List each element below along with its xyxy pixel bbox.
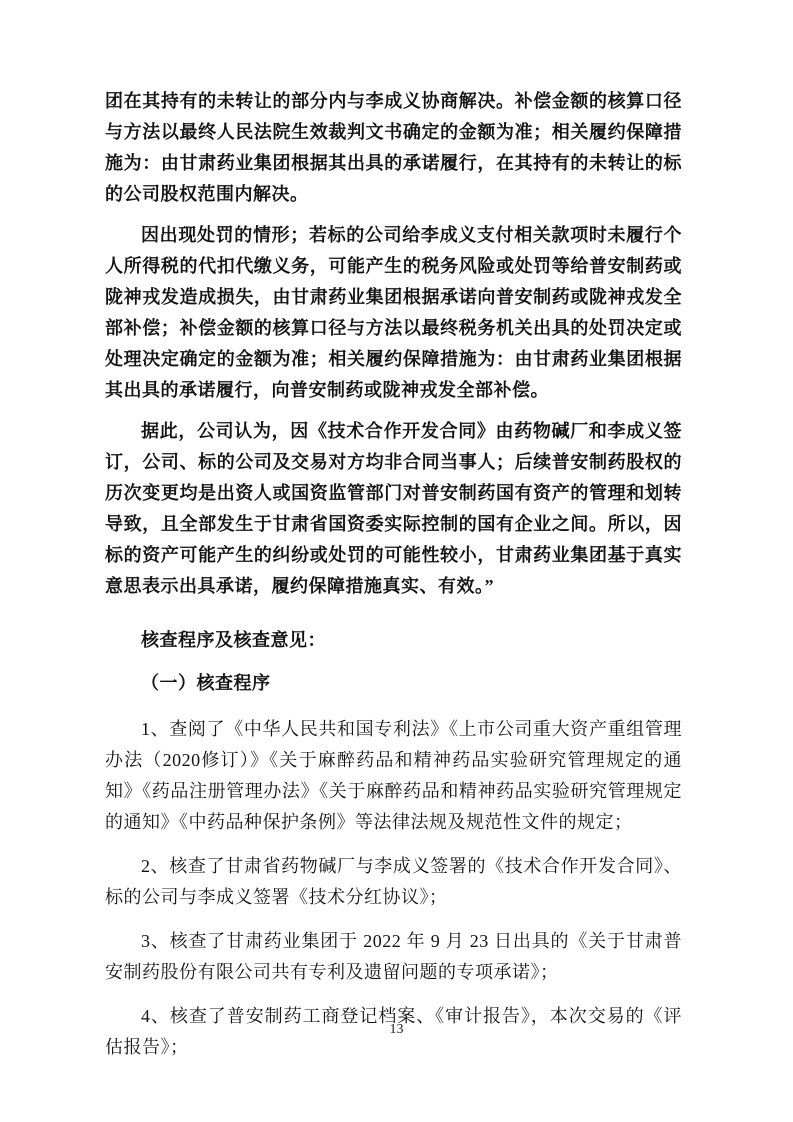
- section-heading: 核查程序及核查意见：: [141, 630, 326, 650]
- quoted-paragraph: 据此，公司认为，因《技术合作开发合同》由药物碱厂和李成义签订，公司、标的公司及交易对方均非合同当事人；后续普安制药股权的历次变更均是出资人或国资监管部门对普安制药国有资产的管理和划转导致，且全部发生于甘肃省国资委实际控制的国有企业之间。所以，因标的资产可能产生的纠纷或处罚的可能性较小，甘肃药业集团基于真实意思表示出具承诺，履约保障措施真实、有效。”: [105, 421, 682, 596]
- quoted-paragraph: 因出现处罚的情形；若标的公司给李成义支付相关款项时未履行个人所得税的代扣代缴义务，可能产生的税务风险或处罚等给普安制药或陇神戎发造成损失，由甘肃药业集团根据承诺向普安制药或陇神戎发全部补偿；补偿金额的核算口径与方法以最终税务机关出具的处罚决定或处理决定确定的金额为准；相关履约保障措施为：由甘肃药业集团根据其出具的承诺履行，向普安制药或陇神戎发全部补偿。: [105, 225, 682, 400]
- page-content: [105, 86, 682, 1063]
- procedure-item: 1、查阅了《中华人民共和国专利法》《上市公司重大资产重组管理办法（2020修订）》《关于麻醉药品和精神药品实验研究管理规定的通知》《药品注册管理办法》《关于麻醉药品和精神药品实验研究管理规定的通知》《中药品种保护条例》等法律法规及规范性文件的规定；: [105, 719, 682, 832]
- page-number: 13: [389, 1022, 404, 1037]
- procedure-item: 3、核查了甘肃药业集团于 2022 年 9 月 23 日出具的《关于甘肃普安制药股份有限公司共有专利及遗留问题的专项承诺》；: [105, 931, 682, 982]
- procedure-item: 4、核查了普安制药工商登记档案、《审计报告》，本次交易的《评估报告》；: [105, 1006, 682, 1057]
- subsection-heading: （一）核查程序: [141, 673, 271, 693]
- procedure-item: 2、核查了甘肃省药物碱厂与李成义签署的《技术合作开发合同》、标的公司与李成义签署《技术分红协议》；: [105, 856, 682, 907]
- quoted-paragraph-continuation: 团在其持有的未转让的部分内与李成义协商解决。补偿金额的核算口径与方法以最终人民法院生效裁判文书确定的金额为准；相关履约保障措施为：由甘肃药业集团根据其出具的承诺履行，在其持有的未转让的标的公司股权范围内解决。: [105, 91, 682, 204]
